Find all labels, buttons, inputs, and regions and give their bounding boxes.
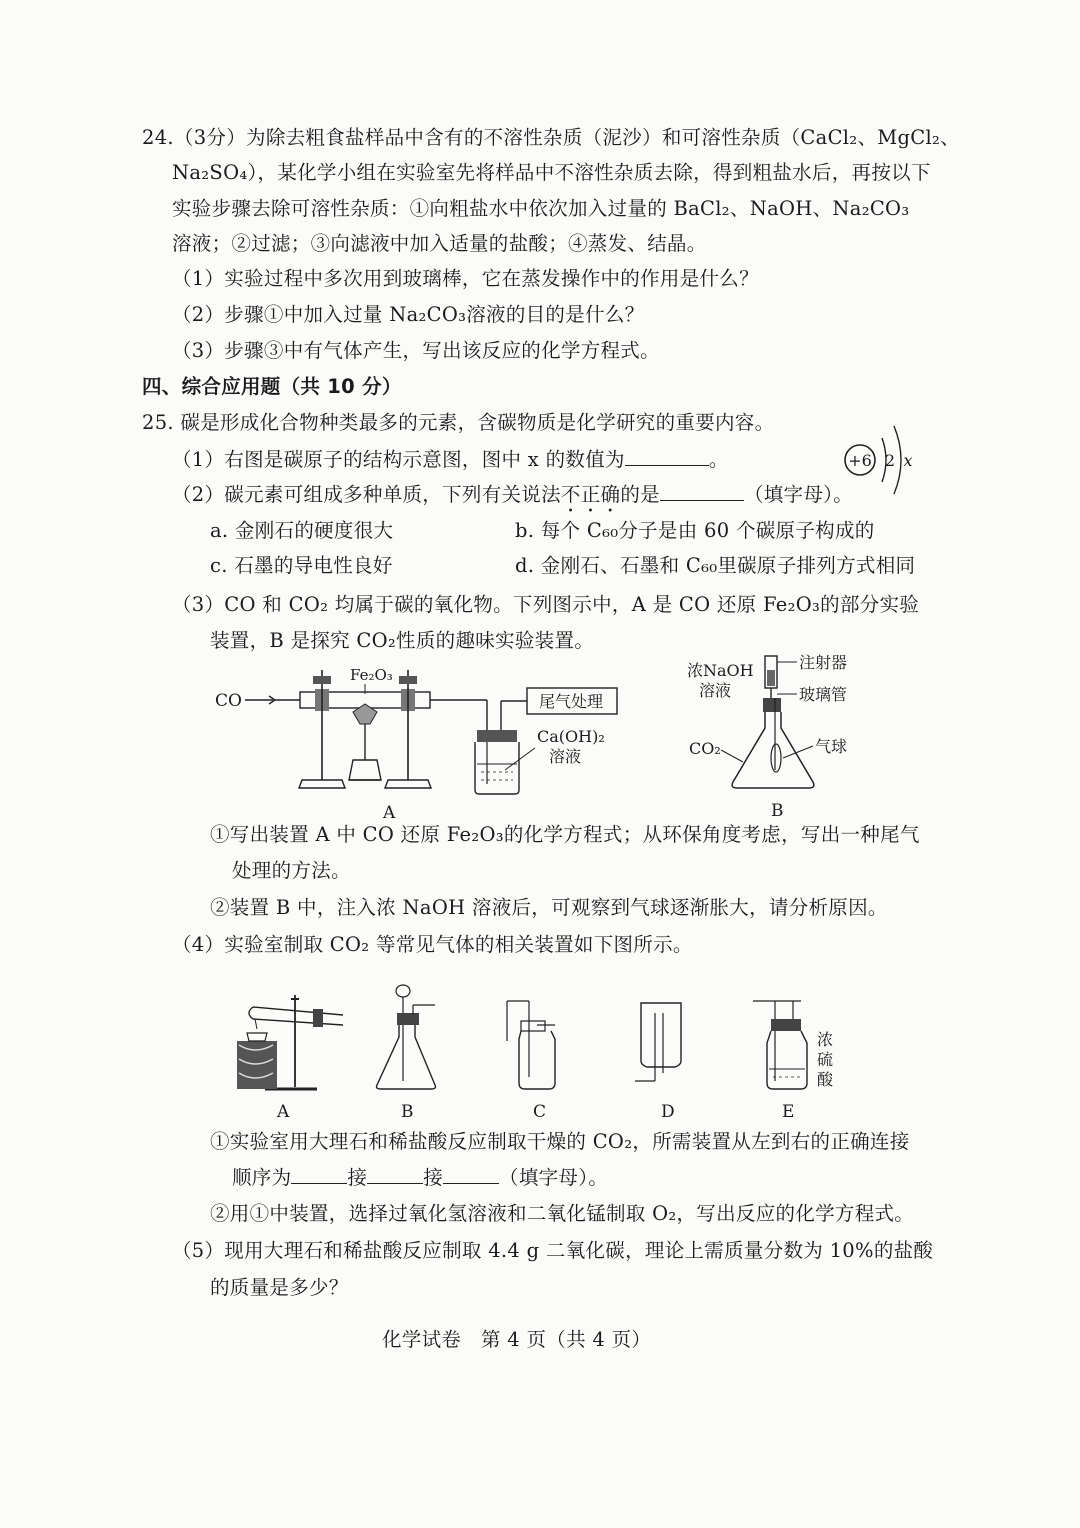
q25-part2-text-b: 的是 <box>620 483 660 506</box>
q25-part2-text: （2）碳元素可组成多种单质，下列有关说法 <box>172 483 561 506</box>
atom-nucleus-charge: +6 <box>848 451 872 470</box>
apparatus-c <box>507 1001 555 1089</box>
q25-part4: （4）实验室制取 CO₂ 等常见气体的相关装置如下图所示。 <box>172 933 693 956</box>
apparatus-b-diagram <box>685 650 885 820</box>
q25-part5-line-1: （5）现用大理石和稀盐酸反应制取 4.4 g 二氧化碳，理论上需质量分数为 10%的盐酸 <box>172 1239 934 1262</box>
option-b: b. 每个 C₆₀分子是由 60 个碳原子构成的 <box>515 519 875 542</box>
fe2o3-label: Fe₂O₃ <box>350 666 393 684</box>
syringe-label: 注射器 <box>799 653 848 672</box>
apparatus-label-a: A <box>277 1102 290 1122</box>
section-heading: 四、综合应用题（共 10 分） <box>142 375 402 398</box>
figure-b-caption: B <box>771 801 784 821</box>
q25-part3-q1-line-1: ①写出装置 A 中 CO 还原 Fe₂O₃的化学方程式；从环保角度考虑，写出一种尾气 <box>210 823 920 846</box>
answer-blank-order-1[interactable] <box>291 1165 347 1184</box>
option-d: d. 金刚石、石墨和 C₆₀里碳原子排列方式相同 <box>515 554 916 577</box>
order-prefix: 顺序为 <box>232 1166 292 1189</box>
q24-subq-2: （2）步骤①中加入过量 Na₂CO₃溶液的目的是什么？ <box>172 303 645 326</box>
apparatus-a-diagram <box>205 660 645 823</box>
q25-part3-line-1: （3）CO 和 CO₂ 均属于碳的氧化物。下列图示中，A 是 CO 还原 Fe₂O₃的部分实验 <box>172 593 920 616</box>
balloon-label: 气球 <box>815 737 848 756</box>
acid-label-2: 硫 <box>817 1050 834 1069</box>
answer-blank-order-2[interactable] <box>367 1165 423 1184</box>
q25-part4-q1-line-2 <box>232 1163 608 1193</box>
answer-blank-choice[interactable] <box>660 482 744 501</box>
apparatus-label-b: B <box>401 1102 414 1122</box>
caoh2-label: Ca(OH)₂ <box>537 727 605 746</box>
acid-label-1: 浓 <box>817 1030 834 1049</box>
atom-shell-2: x <box>903 451 913 470</box>
apparatus-label-e: E <box>782 1102 795 1122</box>
tail-gas-label: 尾气处理 <box>539 692 604 711</box>
naoh-label: 浓NaOH <box>687 661 754 680</box>
gas-apparatus-diagram <box>225 985 855 1125</box>
apparatus-d <box>635 1003 681 1081</box>
option-a: a. 金刚石的硬度很大 <box>210 519 394 542</box>
q24-line-2: Na₂SO₄），某化学小组在实验室先将样品中不溶性杂质去除，得到粗盐水后，再按以下 <box>172 161 931 184</box>
answer-blank-order-3[interactable] <box>443 1165 499 1184</box>
answer-blank-x[interactable] <box>625 447 709 466</box>
caoh2-solution-label: 溶液 <box>549 747 582 766</box>
apparatus-e <box>753 1001 807 1089</box>
q25-part2 <box>172 480 853 517</box>
apparatus-b <box>377 985 436 1089</box>
q24-line-3: 实验步骤去除可溶性杂质：①向粗盐水中依次加入过量的 BaCl₂、NaOH、Na₂CO₃ <box>172 197 910 220</box>
naoh-solution-label: 溶液 <box>699 681 732 700</box>
figure-a-caption: A <box>383 803 396 823</box>
order-join-2: 接 <box>423 1166 444 1189</box>
order-hint: （填字母）。 <box>499 1166 609 1189</box>
acid-label-3: 酸 <box>817 1070 834 1089</box>
q25-part3-q2: ②装置 B 中，注入浓 NaOH 溶液后，可观察到气球逐渐胀大，请分析原因。 <box>210 896 888 919</box>
q24-line-1: 24.（3分）为除去粗食盐样品中含有的不溶性杂质（泥沙）和可溶性杂质（CaCl₂、MgCl₂、 <box>142 126 960 149</box>
q25-intro: 25. 碳是形成化合物种类最多的元素，含碳物质是化学研究的重要内容。 <box>142 411 775 434</box>
co2-label: CO₂ <box>689 739 721 758</box>
q25-part2-hint: （填字母）。 <box>743 483 853 506</box>
co-label: CO <box>215 691 242 711</box>
apparatus-a <box>237 995 343 1089</box>
q25-part5-line-2: 的质量是多少？ <box>210 1276 349 1299</box>
q25-part4-q1-line-1: ①实验室用大理石和稀盐酸反应制取干燥的 CO₂，所需装置从左到右的正确连接 <box>210 1130 910 1153</box>
q25-part3-line-2: 装置，B 是探究 CO₂性质的趣味实验装置。 <box>210 629 595 652</box>
q25-part1-text: （1）右图是碳原子的结构示意图，图中 x 的数值为 <box>172 448 625 471</box>
atom-shell-1: 2 <box>884 451 896 470</box>
glass-tube-label: 玻璃管 <box>799 685 848 704</box>
apparatus-label-d: D <box>661 1102 675 1122</box>
q25-part2-emphasis: 不正确 <box>560 483 621 506</box>
q25-part4-q2: ②用①中装置，选择过氧化氢溶液和二氧化锰制取 O₂，写出反应的化学方程式。 <box>210 1202 915 1225</box>
q25-part1-end: 。 <box>708 448 729 471</box>
q24-subq-1: （1）实验过程中多次用到玻璃棒，它在蒸发操作中的作用是什么？ <box>172 267 759 290</box>
page-footer: 化学试卷 第 4 页（共 4 页） <box>382 1328 652 1351</box>
option-c: c. 石墨的导电性良好 <box>210 554 393 577</box>
q24-line-4: 溶液；②过滤；③向滤液中加入适量的盐酸；④蒸发、结晶。 <box>172 232 707 255</box>
q24-subq-3: （3）步骤③中有气体产生，写出该反应的化学方程式。 <box>172 339 660 362</box>
q25-part3-q1-line-2: 处理的方法。 <box>232 859 351 882</box>
order-join-1: 接 <box>347 1166 368 1189</box>
q25-part1 <box>172 445 729 475</box>
apparatus-label-c: C <box>533 1102 547 1122</box>
